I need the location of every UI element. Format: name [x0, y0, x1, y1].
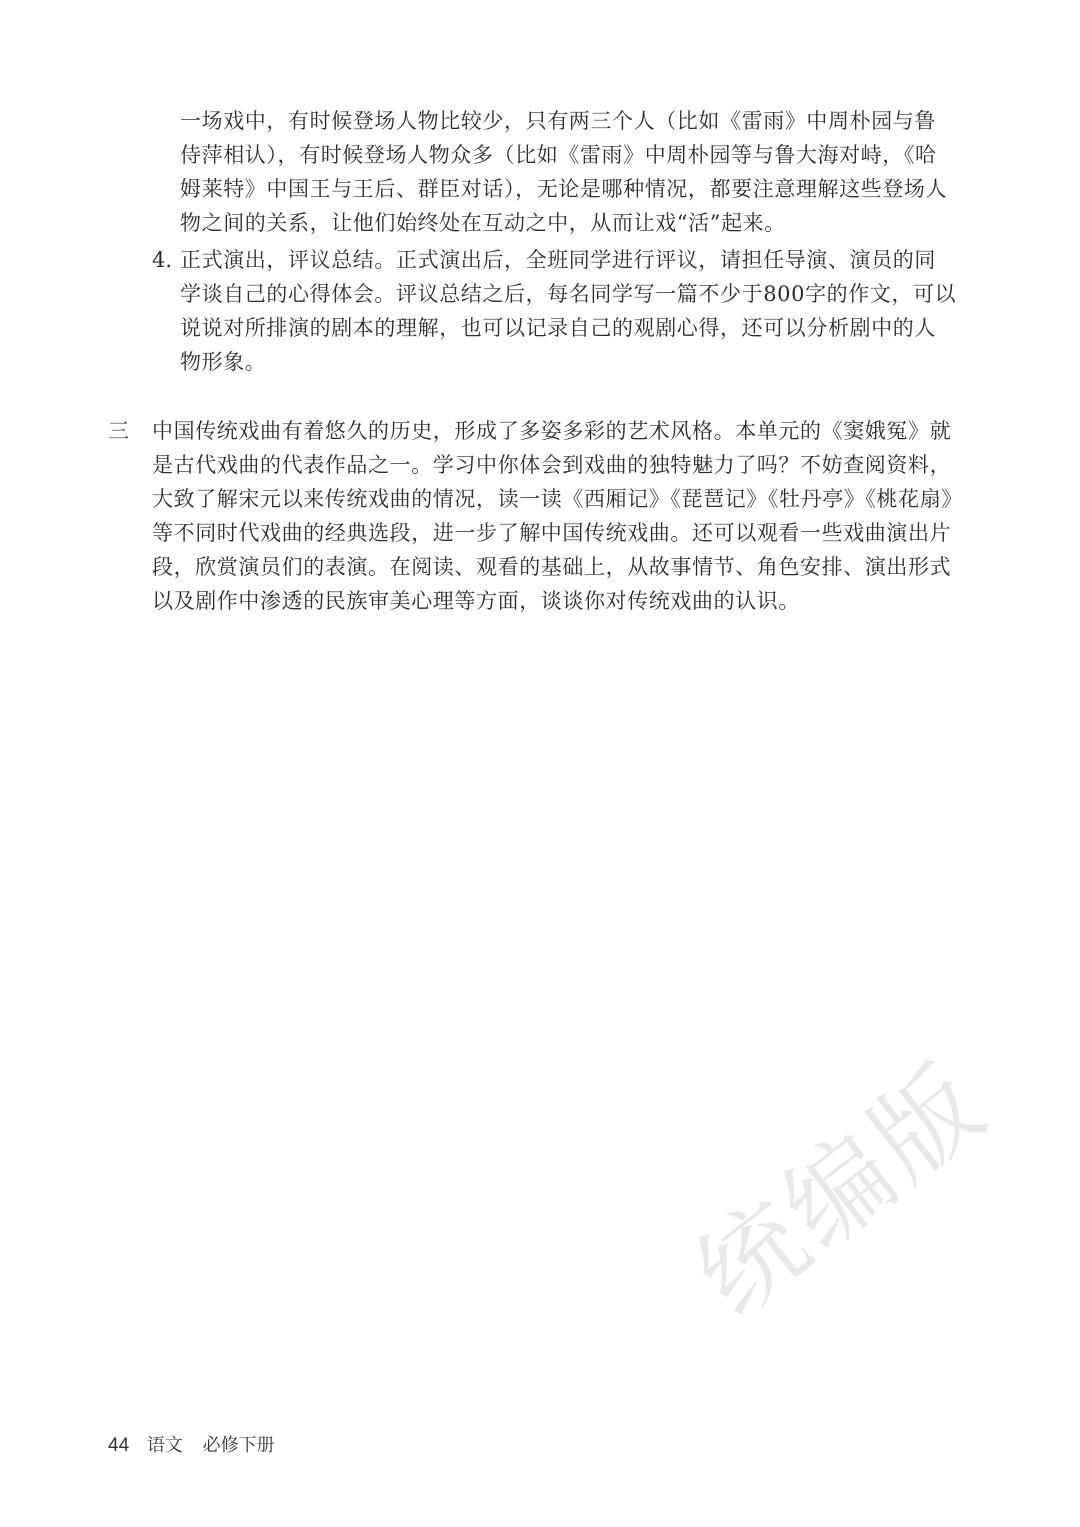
section-mark: 三	[108, 419, 129, 443]
section-line: 等不同时代戏曲的经典选段，进一步了解中国传统戏曲。还可以观看一些戏曲演出片	[152, 521, 952, 545]
page-footer	[108, 1432, 275, 1460]
section-line: 段，欣赏演员们的表演。在阅读、观看的基础上，从故事情节、角色安排、演出形式	[152, 555, 952, 579]
section-line: 是古代戏曲的代表作品之一。学习中你体会到戏曲的独特魅力了吗？不妨查阅资料，	[152, 453, 952, 477]
item-line: 说说对所排演的剧本的理解，也可以记录自己的观剧心得，还可以分析剧中的人	[180, 316, 936, 340]
item-number: 4.	[152, 248, 173, 272]
edition-watermark: 统编版	[674, 1039, 1010, 1340]
section-line: 以及剧作中渗透的民族审美心理等方面，谈谈你对传统戏曲的认识。	[152, 589, 800, 613]
paragraph-line: 物之间的关系，让他们始终处在互动之中，从而让戏“活”起来。	[180, 211, 786, 235]
section-line: 中国传统戏曲有着悠久的历史，形成了多姿多彩的艺术风格。本单元的《窦娥冤》就	[152, 419, 952, 443]
book-volume: 必修下册	[202, 1435, 275, 1456]
book-title: 语文	[146, 1435, 183, 1456]
paragraph-line: 一场戏中，有时候登场人物比较少，只有两三个人（比如《雷雨》中周朴园与鲁	[180, 109, 936, 133]
item-line: 正式演出，评议总结。正式演出后，全班同学进行评议，请担任导演、演员的同	[180, 248, 936, 272]
paragraph-line: 侍萍相认），有时候登场人物众多（比如《雷雨》中周朴园等与鲁大海对峙，《哈	[180, 143, 937, 167]
paragraph-line: 姆莱特》中国王与王后、群臣对话），无论是哪种情况，都要注意理解这些登场人	[180, 177, 948, 201]
item-line: 物形象。	[180, 350, 267, 374]
section-line: 大致了解宋元以来传统戏曲的情况，读一读《西厢记》《琵琶记》《牡丹亭》《桃花扇》	[152, 487, 963, 511]
item-line: 学谈自己的心得体会。评议总结之后，每名同学写一篇不少于800字的作文，可以	[180, 282, 957, 306]
page-number: 44	[108, 1435, 130, 1456]
